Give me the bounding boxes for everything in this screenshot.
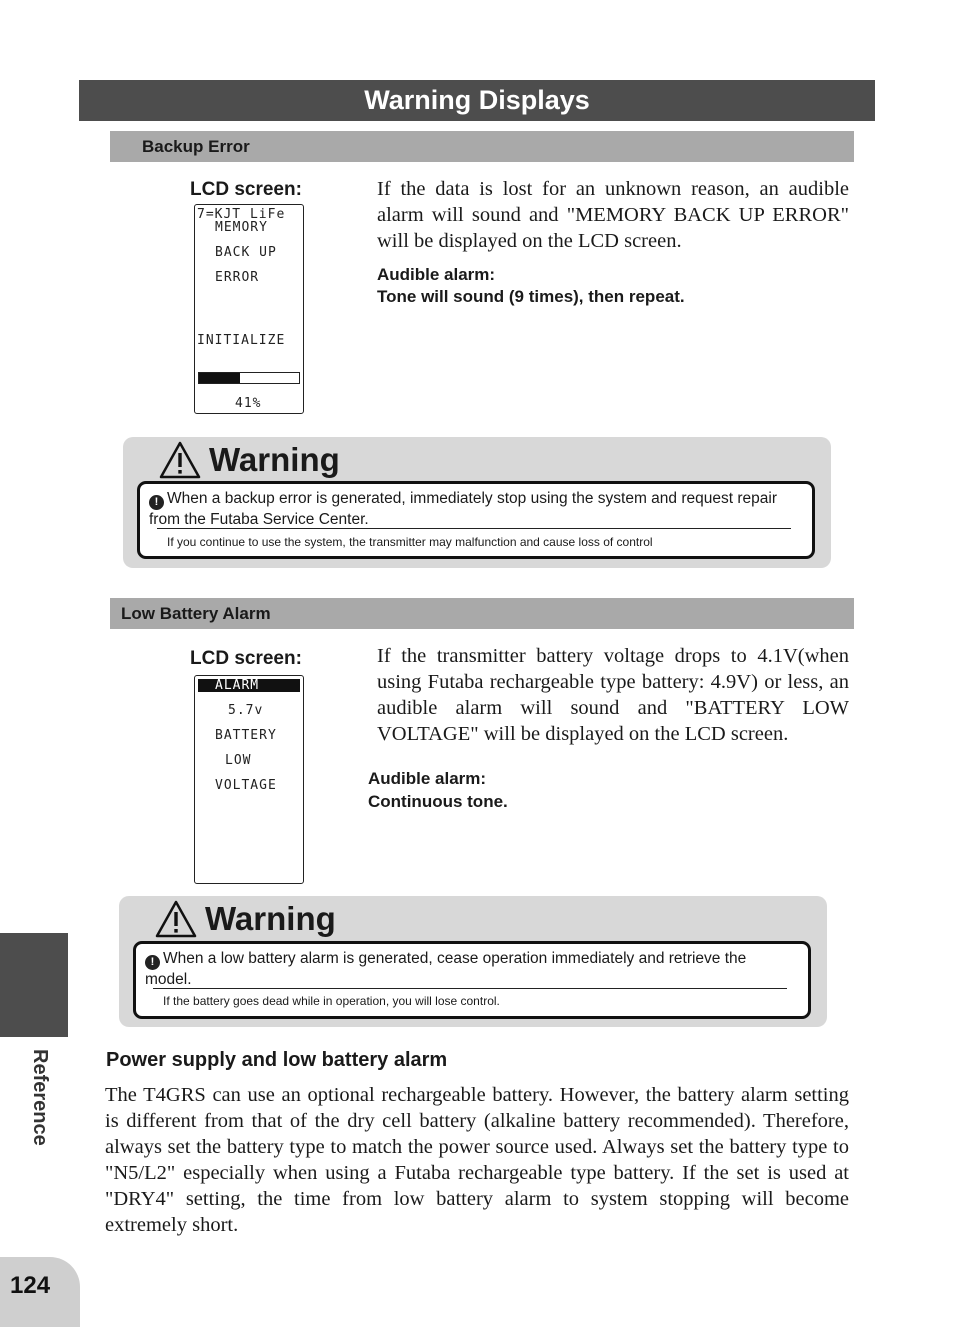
lcd-progress-fill <box>199 373 240 383</box>
power-supply-heading: Power supply and low battery alarm <box>106 1049 448 1071</box>
warning-title-battery: Warning <box>205 900 336 937</box>
warning-inner-backup <box>137 481 815 559</box>
lcd-line-initialize: INITIALIZE <box>197 333 286 348</box>
warning-panel-backup <box>123 437 831 568</box>
warning-main-battery: When a low battery alarm is generated, cease operation immediately and retrieve the model. <box>145 950 747 988</box>
lcd-line-percent: 41% <box>235 396 262 411</box>
lcd-line-battery: BATTERY <box>215 728 277 743</box>
lcd-line-alarm: ALARM <box>215 678 260 693</box>
section-title-low-battery: Low Battery Alarm <box>110 598 854 629</box>
lcd-line-error: ERROR <box>215 270 260 285</box>
lcd-line-low: LOW <box>225 753 252 768</box>
backup-description: If the data is lost for an unknown reason, an audible alarm will sound and "MEMORY BACK UP ERROR" will be displayed on the LCD screen. <box>377 178 849 252</box>
battery-alarm-heading: Audible alarm: <box>368 769 487 788</box>
warning-sub-battery: If the battery goes dead while in operation, you will lose control. <box>163 994 500 1008</box>
warning-triangle-icon <box>159 441 201 479</box>
backup-alarm-detail: Tone will sound (9 times), then repeat. <box>377 287 685 306</box>
warning-divider <box>153 988 787 989</box>
warning-triangle-icon <box>155 900 197 938</box>
lcd-line-voltage-value: 5.7v <box>228 703 264 718</box>
lcd-screen-battery <box>194 675 304 884</box>
lcd-line-memory: MEMORY <box>215 220 268 235</box>
warning-main-backup: When a backup error is generated, immediately stop using the system and request repair from the Futaba Service Center. <box>149 490 777 528</box>
warning-heading-backup <box>159 440 340 480</box>
warning-title-backup: Warning <box>209 441 340 478</box>
page-number: 124 <box>10 1272 51 1299</box>
lcd-line-voltage: VOLTAGE <box>215 778 277 793</box>
exclamation-circle-icon: ! <box>149 495 164 510</box>
battery-description: If the transmitter battery voltage drops to 4.1V(when using Futaba rechargeable type battery: 4.9V) or less, an audible alarm will sound and "BATTERY LOW VOLTAGE" will be displayed on the LCD screen. <box>377 645 849 745</box>
lcd-line-backup: BACK UP <box>215 245 277 260</box>
warning-inner-battery <box>133 941 811 1019</box>
power-supply-body: The T4GRS can use an optional rechargeable battery. However, the battery alarm setting is different from that of the dry cell battery (alkaline battery recommended). Therefore, always set the battery type to match the power source used. Always set the battery type to "N5/L2" especially when using a Futaba rechargeable type battery. If the set is used at "DRY4" setting, the time from low battery alarm to system stopping will become extremely short. <box>105 1084 849 1236</box>
warning-panel-battery <box>119 896 827 1027</box>
warning-sub-backup: If you continue to use the system, the transmitter may malfunction and cause loss of control <box>167 535 653 549</box>
lcd-label-backup: LCD screen: <box>190 179 302 200</box>
page-title: Warning Displays <box>79 80 875 121</box>
lcd-screen-backup <box>194 204 304 414</box>
warning-divider <box>157 528 791 529</box>
side-label-reference: Reference <box>29 1049 51 1146</box>
lcd-line-model: 7=KJT LiFe <box>197 207 286 222</box>
warning-heading-battery <box>155 899 336 939</box>
section-title-backup-error: Backup Error <box>110 131 854 162</box>
backup-alarm-heading: Audible alarm: <box>377 265 496 284</box>
exclamation-circle-icon: ! <box>145 955 160 970</box>
lcd-progress-bar <box>198 372 300 384</box>
battery-alarm-detail: Continuous tone. <box>368 792 508 811</box>
side-tab <box>0 933 68 1037</box>
lcd-label-battery: LCD screen: <box>190 648 302 669</box>
